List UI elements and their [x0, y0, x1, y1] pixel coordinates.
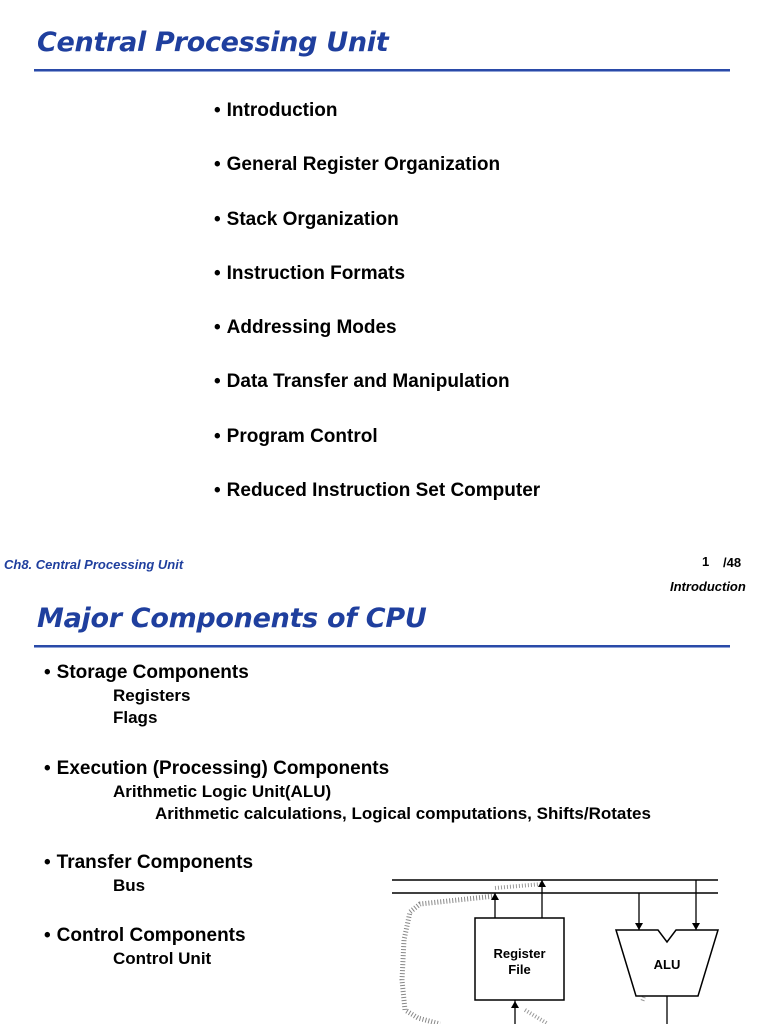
arrow-up-icon — [491, 893, 499, 900]
list-item — [214, 96, 540, 150]
heading-label: Transfer Components — [56, 852, 254, 873]
list-item — [214, 150, 540, 204]
bullet: • — [44, 758, 51, 779]
title-divider — [34, 69, 730, 72]
heading-label: Control Components — [56, 925, 246, 946]
slide-title-2: Major Components of CPU — [37, 603, 427, 634]
bullet: • — [44, 662, 51, 683]
component-heading — [44, 661, 249, 685]
bullet: • — [214, 154, 221, 176]
list-item — [214, 205, 540, 259]
page-number: 1 — [702, 554, 710, 569]
component-heading — [44, 851, 253, 875]
component-detail: Arithmetic calculations, Logical computations, Shifts/Rotates — [155, 804, 651, 823]
bullet: • — [214, 480, 221, 502]
bullet: • — [214, 262, 221, 284]
component-sub: Bus — [113, 876, 146, 895]
section-tag: Introduction — [670, 579, 746, 594]
transfer-components — [44, 851, 253, 897]
register-file-label: Register — [493, 946, 546, 961]
topic-list — [214, 96, 540, 530]
cpu-diagram — [380, 870, 730, 1024]
topic-label: Introduction — [226, 100, 338, 121]
chapter-footer: Ch8. Central Processing Unit — [4, 557, 184, 572]
component-sub: Arithmetic Logic Unit(ALU) — [113, 782, 332, 801]
control-components — [44, 924, 246, 970]
topic-label: Instruction Formats — [226, 262, 406, 284]
arrow-up-icon — [538, 880, 546, 887]
arrow-down-icon — [692, 923, 700, 930]
topic-label: Data Transfer and Manipulation — [226, 371, 510, 393]
component-sub: Registers — [113, 686, 191, 705]
list-item — [214, 313, 540, 367]
list-item — [214, 259, 540, 313]
bullet: • — [44, 925, 51, 946]
topic-label: Stack Organization — [226, 208, 399, 230]
component-heading — [44, 924, 246, 948]
page-total: /48 — [723, 555, 742, 570]
datapath-hatch-top — [495, 884, 542, 888]
bullet: • — [214, 371, 221, 393]
heading-label: Storage Components — [56, 662, 249, 683]
execution-components — [44, 757, 651, 825]
component-sub: Flags — [113, 708, 158, 727]
component-sub: Control Unit — [113, 949, 212, 968]
alu-label: ALU — [653, 957, 681, 972]
arrow-down-icon — [635, 923, 643, 930]
bullet: • — [44, 852, 51, 873]
topic-label: Addressing Modes — [226, 317, 397, 339]
bullet: • — [214, 100, 221, 121]
bullet: • — [214, 425, 221, 447]
heading-label: Execution (Processing) Components — [56, 758, 390, 779]
component-heading — [44, 757, 651, 781]
datapath-hatch-bottom — [525, 1010, 548, 1024]
bullet: • — [214, 317, 221, 339]
arrow-up-icon — [511, 1001, 519, 1008]
storage-components — [44, 661, 249, 729]
topic-label: General Register Organization — [226, 154, 501, 176]
topic-label: Reduced Instruction Set Computer — [226, 480, 541, 502]
slide-title: Central Processing Unit — [37, 27, 389, 58]
list-item — [214, 476, 540, 530]
topic-label: Program Control — [226, 425, 378, 447]
list-item — [214, 422, 540, 476]
bullet: • — [214, 208, 221, 230]
register-file-label-2: File — [508, 962, 531, 977]
title-divider-2 — [34, 645, 730, 648]
list-item — [214, 367, 540, 421]
